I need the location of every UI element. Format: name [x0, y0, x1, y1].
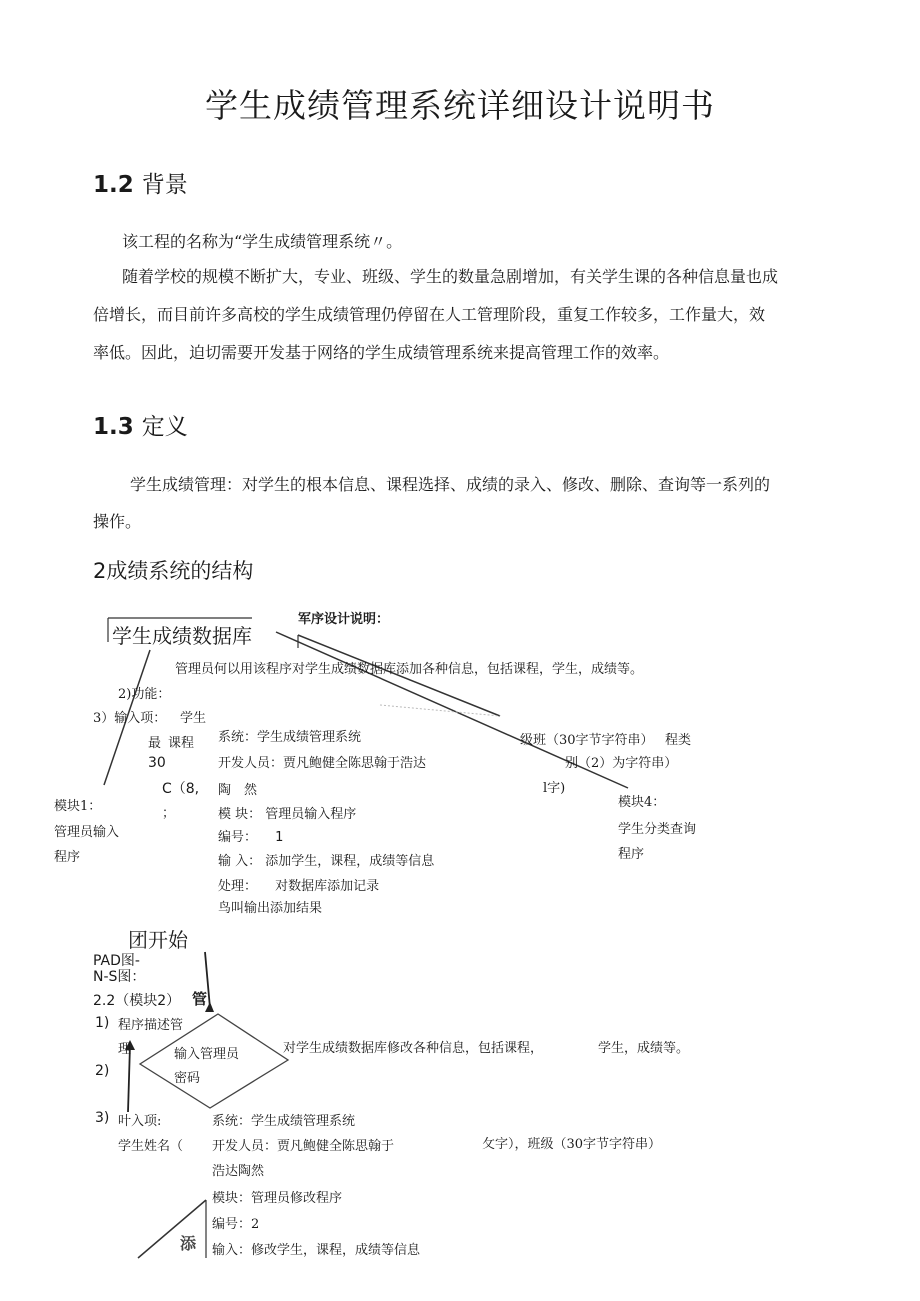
flow-box-line-2: 密码 [174, 1071, 201, 1086]
char-suffix: l字) [543, 781, 566, 796]
c8-label: C（8, [162, 781, 200, 797]
flow-start-label: 团开始 [128, 928, 188, 952]
ns-diagram-label: N-S图： [93, 969, 146, 985]
module-2-developers: 开发人员：贾凡鲍健全陈思翰于 [212, 1139, 395, 1154]
background-paragraph-2-line-2: 倍增长，而目前许多高校的学生成绩管理仍停留在人工管理阶段，重复工作较多，工作量大，效 [93, 305, 766, 324]
thirty-label: 30 [148, 755, 166, 771]
description-line-start: 理 [118, 1042, 132, 1057]
semicolon-label: ； [162, 806, 176, 821]
section-2-heading: 2成绩系统的结构 [93, 559, 254, 583]
input-items-label: 3）输入项： [93, 711, 167, 726]
section-2-2-heading: 2.2（模块2） [93, 993, 181, 1009]
background-paragraph-1: 该工程的名称为“学生成绩管理系统〃。 [122, 232, 403, 251]
module-4-name-line-2: 程序 [618, 847, 645, 862]
student-name-label: 学生姓名（ [118, 1139, 184, 1154]
program-type-label: 程类 [665, 733, 692, 748]
module-2-developers-continued: 浩达陶然 [212, 1164, 265, 1179]
section-1-2-heading [93, 166, 188, 199]
definition-paragraph-line-2: 操作。 [93, 512, 142, 531]
id-label: 编号： [218, 830, 258, 845]
module-1-name-line-2: 程序 [54, 850, 81, 865]
definition-paragraph-line-1: 学生成绩管理：对学生的根本信息、课程选择、成绩的录入、修改、删除、查询等一系列的 [130, 475, 771, 494]
flow-box-line-1: 输入管理员 [174, 1047, 240, 1062]
process-line [218, 875, 379, 894]
item-2-number: 2) [95, 1063, 110, 1079]
section-number: 1.2 [93, 172, 134, 198]
output-line: 鸟叫输出添加结果 [218, 901, 323, 916]
process-value: 对数据库添加记录 [275, 879, 380, 894]
pad-diagram-label: PAD图- [93, 953, 140, 969]
input-value: 添加学生，课程，成绩等信息 [265, 854, 435, 869]
module-2-char-info: 攵字），班级（30字节字符串） [482, 1137, 662, 1152]
program-description-label: 程序描述管 [118, 1018, 184, 1033]
database-box-label: 学生成绩数据库 [112, 624, 252, 648]
item-1-number: 1) [95, 1015, 110, 1031]
input-label: 输 入： [218, 854, 262, 869]
input-line [218, 850, 434, 869]
module-1-description: 管理员何以用该程序对学生成绩数据库添加各种信息，包括课程，学生，成绩等。 [175, 662, 644, 677]
module-2-input-items: 叶入项: [118, 1114, 162, 1129]
course-label: 课程 [168, 736, 195, 751]
module-4-name-line-1: 学生分类查询 [618, 822, 697, 837]
section-number: 1.3 [93, 414, 134, 440]
module-2-description: 对学生成绩数据库修改各种信息，包括课程， [283, 1041, 544, 1056]
module-2-system: 系统：学生成绩管理系统 [212, 1114, 356, 1129]
student-label: 学生 [180, 711, 207, 726]
module-2-module: 模块：管理员修改程序 [212, 1191, 343, 1206]
flow-guan-glyph: 管 [192, 990, 208, 1008]
most-label: 最 [148, 736, 162, 751]
section-1-3-heading [93, 408, 188, 441]
document-title: 学生成绩管理系统详细设计说明书 [205, 86, 715, 125]
section-label: 背景 [141, 172, 188, 198]
developers-line: 开发人员：贾凡鲍健全陈思翰于浩达 [218, 756, 427, 771]
module-line [218, 803, 356, 822]
process-label: 处理： [218, 879, 258, 894]
module-2-id: 编号：2 [212, 1217, 260, 1232]
section-label: 定义 [141, 414, 188, 440]
background-paragraph-2-line-3: 率低。因此，迫切需要开发基于网络的学生成绩管理系统来提高管理工作的效率。 [93, 343, 670, 362]
class-field-info: 级班（30字节字符串） [520, 733, 654, 748]
background-paragraph-2-line-1: 随着学校的规模不断扩大，专业、班级、学生的数量急剧增加，有关学生课的各种信息量也成 [122, 267, 779, 286]
flow-tian-glyph: 添 [180, 1234, 197, 1253]
id-value: 1 [275, 830, 284, 845]
type-field-info: 别（2）为字符串） [565, 756, 678, 771]
functions-label: 2)功能： [118, 687, 171, 702]
id-line [218, 826, 283, 845]
module-1-title: 模块1： [54, 799, 102, 814]
system-line: 系统：学生成绩管理系统 [218, 730, 362, 745]
module-value: 管理员输入程序 [265, 807, 357, 822]
developers-continued: 陶 然 [218, 783, 258, 798]
module-4-title: 模块4： [618, 795, 666, 810]
program-design-note: 军序设计说明： [298, 612, 390, 627]
module-1-name-line-1: 管理员输入 [54, 825, 120, 840]
module-2-input: 输入：修改学生，课程，成绩等信息 [212, 1243, 421, 1258]
item-3-number: 3) [95, 1110, 110, 1126]
module-label: 模 块： [218, 807, 262, 822]
module-2-description-end: 学生，成绩等。 [598, 1041, 690, 1056]
